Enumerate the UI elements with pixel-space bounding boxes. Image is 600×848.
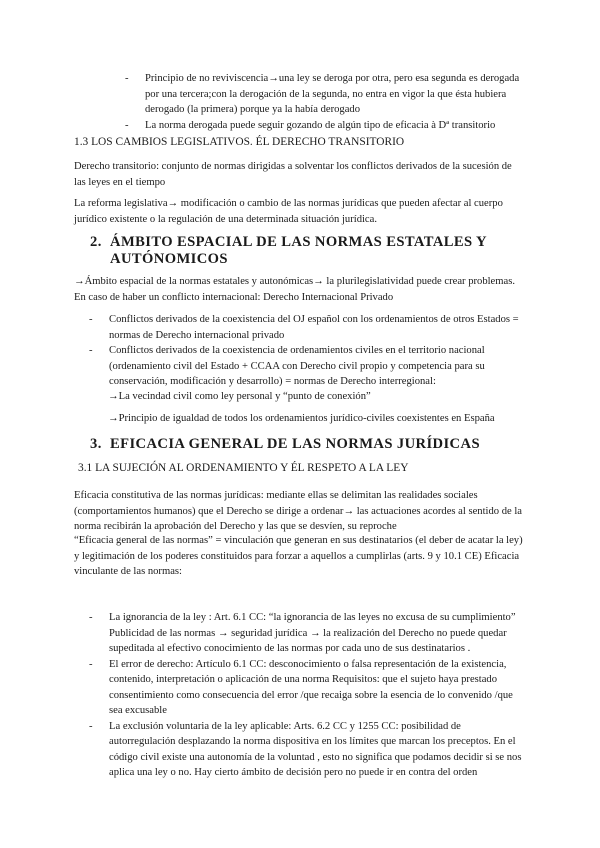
list-item-text: La norma derogada puede seguir gozando de algún tipo de eficacia à Dª transitorio bbox=[145, 119, 496, 131]
section-2-intro: →Ámbito espacial de la normas estatales y autonómicas→ la plurilegislatividad puede crear problemas. En caso de haber un conflicto internacional: Derecho Internacional Privado bbox=[74, 276, 515, 303]
section-2-heading bbox=[90, 234, 520, 268]
list-bullet: - bbox=[89, 345, 93, 356]
list-item-text: Conflictos derivados de la coexistencia del OJ español con los ordenamientos de otros Estados = normas de Derecho internacional privado bbox=[109, 314, 519, 341]
list-item bbox=[89, 719, 529, 781]
section-3-title: EFICACIA GENERAL DE LAS NORMAS JURÍDICAS bbox=[110, 436, 480, 452]
section-3-heading bbox=[90, 436, 520, 453]
list-item-text: El error de derecho: Artículo 6.1 CC: desconocimiento o falsa representación de la existencia, contenido, interpretación o aplicación de una norma Requisitos: que el sujeto haya prestado consentimiento como consecuencia del error /que recaiga sobre la esencia de lo convenido /que sea excusable bbox=[109, 658, 513, 716]
list-item-text: Conflictos derivados de la coexistencia de ordenamientos civiles en el territorio nacional (ordenamiento civil del Estado + CCAA con Derecho civil propio y competencia para su conservación, modificación y desarrollo) = normas de Derecho interregional: bbox=[109, 345, 485, 387]
list-item-text: La exclusión voluntaria de la ley aplicable: Arts. 6.2 CC y 1255 CC: posibilidad de autorregulación desplazando la norma dispositiva en los límites que marcan los preceptos. En el código civil existe una autonomía de la voluntad , esto no significa que podamos decidir si se nos aplica una ley o no. Hay cierto ámbito de decisión pero no puede ir en contra del orden bbox=[109, 720, 522, 778]
list-item bbox=[89, 343, 529, 390]
section-1-3-paragraph-1: Derecho transitorio: conjunto de normas dirigidas a solventar los conflictos derivados de la sucesión de las leyes en el tiempo bbox=[74, 161, 512, 188]
section-3-number: 3. bbox=[90, 436, 102, 452]
section-2-arrow-point-1: →La vecindad civil como ley personal y “punto de conexión” bbox=[108, 391, 371, 402]
top-list bbox=[125, 71, 525, 133]
list-bullet: - bbox=[89, 314, 93, 325]
list-item bbox=[89, 312, 529, 343]
section-1-3-paragraph-2: La reforma legislativa→ modificación o cambio de las normas jurídicas que pueden afectar al cuerpo jurídico existente o la regulación de una determinada situación jurídica. bbox=[74, 198, 503, 225]
list-item bbox=[125, 71, 525, 118]
list-item bbox=[89, 657, 529, 719]
section-3-1-paragraph-1: Eficacia constitutiva de las normas jurídicas: mediante ellas se delimitan las realidades sociales (comportamientos humanos) que el Derecho se dirige a ordenar→ las actuaciones acordes al sentido de la norma recibirán la aprobación del Derecho y las que se desvíen, su reproche bbox=[74, 490, 523, 532]
section-1-3-heading: 1.3 LOS CAMBIOS LEGISLATIVOS. ÉL DERECHO TRANSITORIO bbox=[74, 136, 405, 148]
section-3-1-heading: 3.1 LA SUJECIÓN AL ORDENAMIENTO Y ÉL RESPETO A LA LEY bbox=[78, 462, 409, 474]
section-3-list bbox=[89, 610, 529, 781]
list-bullet: - bbox=[89, 612, 93, 623]
section-2-list bbox=[89, 312, 529, 390]
section-2-arrow-point-2: →Principio de igualdad de todos los ordenamientos jurídico-civiles coexistentes en España bbox=[108, 413, 495, 424]
list-item bbox=[125, 118, 525, 134]
list-item-text: Principio de no reviviscencia→una ley se deroga por otra, pero esa segunda es derogada por una tercera;con la derogación de la segunda, no entra en vigor la que ésta hubiera derogado (la primera) porque ya la había derogado bbox=[145, 73, 520, 115]
section-2-title: ÁMBITO ESPACIAL DE LAS NORMAS ESTATALES Y AUTÓNOMICOS bbox=[110, 234, 487, 267]
section-3-1-paragraph-2: “Eficacia general de las normas” = vinculación que generan en sus destinatarios (el deber de acatar la ley) y legitimación de los poderes constituidos para forzar a aquellos a cumplirlas (arts. 9 y 10.1 CE) Eficacia vinculante de las normas: bbox=[74, 535, 523, 577]
list-bullet: - bbox=[89, 658, 93, 670]
section-2-number: 2. bbox=[90, 234, 102, 250]
list-item-text: La ignorancia de la ley : Art. 6.1 CC: “la ignorancia de las leyes no excusa de su cumplimiento” Publicidad de las normas → seguridad jurídica → la realización del Derecho no puede quedar supeditada al efectivo conocimiento de las normas por cada uno de sus destinatarios . bbox=[109, 612, 516, 654]
list-bullet: - bbox=[89, 720, 93, 732]
list-item bbox=[89, 610, 529, 657]
list-bullet: - bbox=[125, 119, 129, 131]
list-bullet: - bbox=[125, 73, 129, 84]
